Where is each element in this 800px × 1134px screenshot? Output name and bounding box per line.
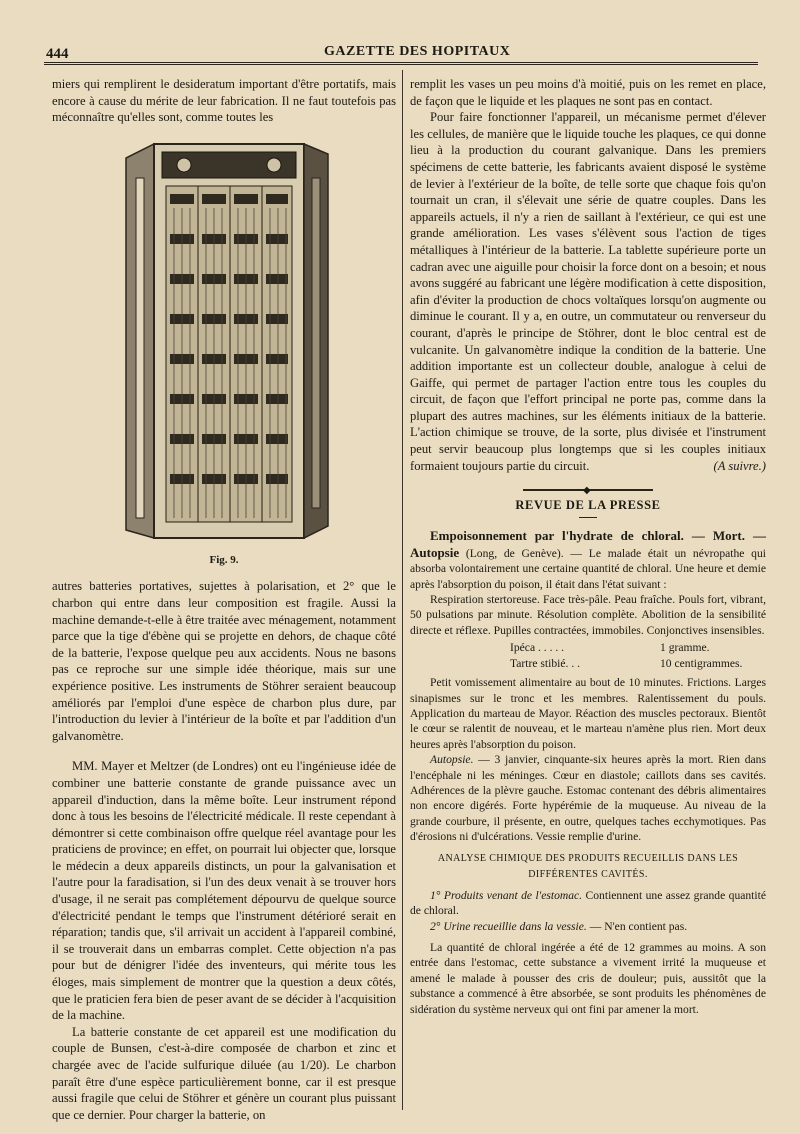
prescription-row bbox=[510, 640, 770, 655]
right-paragraph-1: remplit les vases un peu moins d'à moitié, puis on les remet en place, de façon que le liquide et les plaques ne sont pas en contact. bbox=[410, 77, 766, 108]
section-divider: ◆ bbox=[523, 489, 653, 491]
prescription bbox=[510, 640, 766, 671]
article-source: (Long, de Genève). — Le malade était un névropathe qui absorba volontairement une certaine quantité de chloral. Une heure et demie après l'absorption du poison, il était dans l'état suivant : bbox=[410, 546, 766, 591]
figure-caption: Fig. 9. bbox=[209, 553, 239, 566]
prescription-dose: 1 gramme. bbox=[660, 641, 710, 655]
page-number: 444 bbox=[46, 46, 69, 62]
analysis-item-2 bbox=[410, 919, 766, 934]
prescription-drug: Ipéca . . . . . bbox=[510, 641, 565, 655]
treatment-paragraph: Petit vomissement alimentaire au bout de 10 minutes. Frictions. Larges sinapismes sur le tronc et les membres. Ralentissement du pouls. Application du marteau de Mayor. Réaction des muscles pectoraux. Bientôt le cœur se ralentit de nouveau, et le marteau n'amène plus rien. Mort deux heures après l'absorption du poison. bbox=[410, 676, 766, 751]
battery-figure bbox=[52, 138, 396, 548]
autopsy-text: — 3 janvier, cinquante-six heures après la mort. Rien dans l'encéphale ni les méninges. Cœur en diastole; caillots dans ses cavités. Adhérences de la plèvre gauche. Estomac contenant des débris alimentaires non encore digérés. Forte hypérémie de la muqueuse. Au niveau de la grande courbure, il présente, en outre, quelques taches ecchymotiques. Pas d'érosions ni d'ulcérations. Vessie remplie d'urine. bbox=[410, 753, 766, 844]
prescription-drug: Tartre stibié. . . bbox=[510, 656, 581, 670]
analysis-item-2-text: — N'en contient pas. bbox=[586, 919, 688, 933]
prescription-row bbox=[510, 656, 770, 671]
conclusion-paragraph: La quantité de chloral ingérée a été de 12 grammes au moins. A son entrée dans l'estomac, cette substance a vivement irrité la muqueuse et amené le malade à pousser des cris de douleur; puis, aussitôt que la substance a commencé à être absorbée, se sont produits les phénomènes de sidération du système nerveux qui ont fini par amener la mort. bbox=[410, 940, 766, 1016]
right-column bbox=[410, 76, 766, 1017]
section-title: REVUE DE LA PRESSE bbox=[515, 497, 661, 512]
page-header bbox=[44, 40, 758, 64]
symptoms-paragraph: Respiration stertoreuse. Face très-pâle. Peau fraîche. Pouls fort, vibrant, 50 pulsations par minute. Résolution complète. Abolition de la sensibilité directe et réflexe. Pupilles contractées, immobiles. Conjonctives insensibles. bbox=[410, 593, 766, 637]
journal-title: GAZETTE DES HOPITAUX bbox=[324, 44, 511, 59]
autopsy-paragraph bbox=[410, 752, 766, 844]
analysis-item-1-label: 1° Produits venant de l'estomac. bbox=[430, 888, 583, 902]
autopsy-label: Autopsie. bbox=[430, 753, 474, 767]
left-paragraph-4: La batterie constante de cet appareil est une modification du couple de Bunsen, c'est-à-dire composée de charbon et zinc et chargée avec de l'acide sulfurique diluée (au 1/20). Le charbon paraît être d'une espèce particulièrement bonne, car il est presque aussi fragile que celui de Stöhrer et génère un courant plus puissant que ce dernier. Pour charger la batterie, on bbox=[52, 1024, 396, 1122]
left-paragraph-2: autres batteries portatives, sujettes à polarisation, et 2° que le charbon qui entre dans leur composition est fragile. Aussi la machine demande-t-elle à être traitée avec ménagement, notamment parce que la tige d'ébène qui se projette en dehors, de chaque côté de la batterie, l'expose quelque peu aux accidents. Nous ne basons pas ce reproche sur une simple idée théorique, mais sur une expérience positive. Les instruments de Stöhrer seraient beaucoup améliorés par l'emploi d'une espèce de charbon plus dure, par l'introduction du levier à l'intérieur de la boîte et par l'addition d'un galvanomètre. bbox=[52, 579, 396, 743]
article-title: Empoisonnement par l'hydrate de chloral. — Mort. — Autopsie bbox=[410, 528, 766, 560]
column-divider bbox=[402, 70, 403, 1110]
analysis-title: ANALYSE CHIMIQUE DES PRODUITS RECUEILLIS DANS LES DIFFÉRENTES CAVITÉS. bbox=[437, 852, 739, 881]
prescription-dose: 10 centigrammes. bbox=[660, 656, 743, 670]
right-paragraph-2: Pour faire fonctionner l'appareil, un mécanisme permet d'élever les cellules, de manière que le liquide touche les plaques, ce qui donne lieu à la production du courant galvanique. Dans les premiers spécimens de cette batterie, les fabricants avaient disposé le système de levier à l'extérieur de la boîte, de telle sorte que chaque fois qu'on tournait un cran, il s'élevait une série de quatre couples. Dans les appareils actuels, il n'y a rien de saillant à l'extérieur, ce qui est une grande amélioration. Les vases s'élèvent sous l'action de tiges métalliques à l'intérieur de la batterie. La tablette supérieure porte un cadran avec une aiguille pour choisir la force dont on a besoin; et nous avons suggéré au fabricant une légère modification à cette disposition, afin d'éviter la production de chocs voltaïques lorsqu'on augmente ou diminue le courant. Il y a, en outre, un commutateur ou renverseur du courant, d'après le principe de Stöhrer, dont le bloc central est de vulcanite. Un galvanomètre indique la condition de la batterie. Une addition importante est un collecteur double, analogue à celui de Gaiffe, qui permet de partager l'action entre tous les couples du circuit, de façon que l'effort principal ne porte pas, comme dans la plupart des autres machines, sur les éléments initiaux de la batterie. L'action chimique se trouve, de la sorte, plus divisée et l'instrument peut servir beaucoup plus longtemps que si les couples initiaux formaient toujours partie du circuit. bbox=[410, 110, 766, 473]
article-intro bbox=[410, 528, 766, 592]
left-paragraph-1: miers qui remplirent le desideratum important d'être portatifs, mais encore à cause du mérite de leur fabrication. Il ne faut toutefois pas méconnaître qu'elles sont, comme toutes les bbox=[52, 77, 396, 125]
analysis-item-1-text: Contiennent une assez grande quantité de chloral. bbox=[410, 888, 766, 918]
analysis-item-2-label: 2° Urine recueillie dans la vessie. bbox=[430, 919, 587, 933]
a-suivre-note: (A suivre.) bbox=[713, 459, 766, 474]
analysis-item-1 bbox=[410, 888, 766, 919]
battery-engraving-image bbox=[114, 138, 334, 548]
section-short-rule bbox=[579, 517, 597, 518]
left-column bbox=[52, 76, 396, 1123]
header-rule bbox=[44, 62, 758, 65]
left-paragraph-3: MM. Mayer et Meltzer (de Londres) ont eu l'ingénieuse idée de combiner une batterie constante de grande puissance avec un appareil d'induction, dans la même boîte. Leur instrument répond donc à tous les besoins de l'électricité médicale. Il reste cependant à démontrer si cette combinaison offre quelque réel avantage pour les praticiens de province; en effet, on pourrait lui objecter que, lorsque le médecin a deux appareils distincts, un pour la galvanisation et l'autre pour la faradisation, si l'un des deux venait à se trouver hors d'usage, il ne serait pas complétement dépourvu de quelque source d'électricité pendant le temps que l'instrument détérioré serait en réparation; tandis que, s'il arrivait un accident à l'appareil combiné, il se trouverait dans un embarras complet. Cette objection n'a pas pour but de dénigrer l'idée des inventeurs, qui mérite tous les éloges, mais simplement de montrer que la question a deux côtés, que le praticien fera bien de peser avant de se décider à l'acquisition de la machine. bbox=[52, 759, 396, 1023]
